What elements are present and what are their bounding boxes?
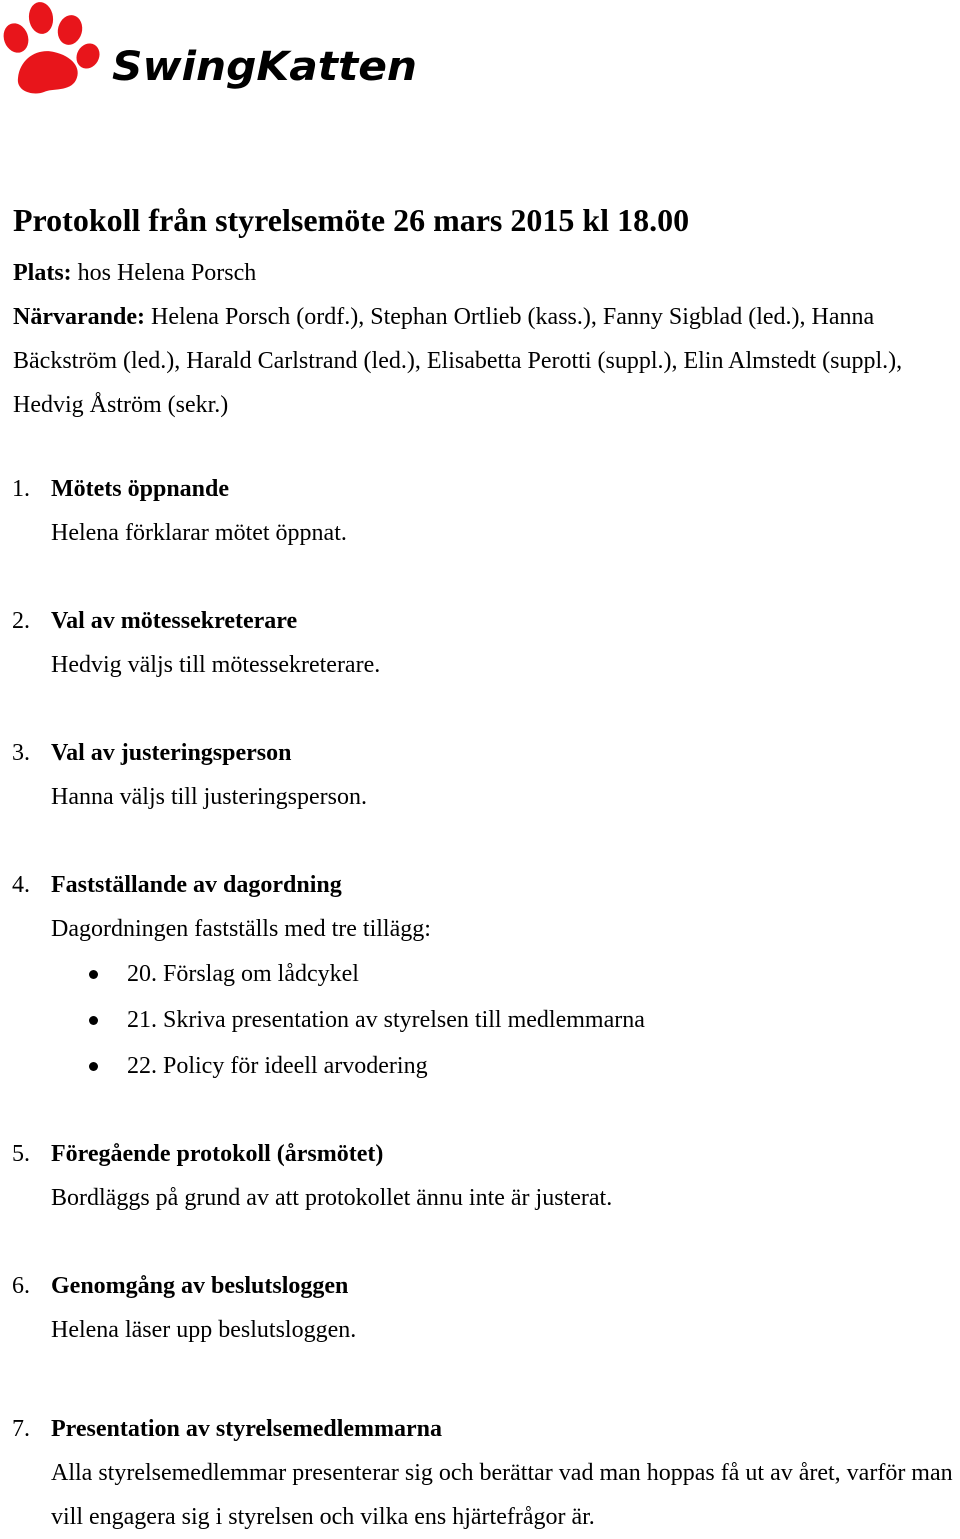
agenda-item-heading: Val av mötessekreterare <box>51 608 298 634</box>
agenda-item-body: Alla styrelsemedlemmar presenterar sig och berättar vad man hoppas få ut av året, varför man vill engagera sig i styrelsen och vilka ens hjärtefrågor är. <box>51 1460 953 1530</box>
agenda-item-number: 4. <box>12 872 30 898</box>
agenda-item-body: Helena förklarar mötet öppnat. <box>51 520 347 546</box>
attendees-label: Närvarande: <box>13 304 145 330</box>
list-item <box>0 997 960 1043</box>
agenda-item-number: 1. <box>12 476 30 502</box>
agenda-item-number: 2. <box>12 608 30 634</box>
meeting-place <box>13 251 256 295</box>
bullet-icon <box>89 1016 98 1025</box>
place-value: hos Helena Porsch <box>71 260 257 286</box>
list-item-text: 22. Policy för ideell arvodering <box>127 1053 428 1079</box>
list-item <box>0 1043 960 1089</box>
bullet-icon <box>89 1062 98 1071</box>
logo-wordmark: SwingKatten <box>112 44 417 90</box>
bullet-icon <box>89 970 98 979</box>
agenda-item-heading: Presentation av styrelsemedlemmarna <box>51 1416 443 1442</box>
paw-icon <box>0 0 104 93</box>
agenda-additions-list <box>0 951 960 1089</box>
agenda-item-body: Hedvig väljs till mötessekreterare. <box>51 652 381 678</box>
agenda-item-heading: Föregående protokoll (årsmötet) <box>51 1141 384 1167</box>
list-item-text: 20. Förslag om lådcykel <box>127 961 359 987</box>
agenda-item-heading: Val av justeringsperson <box>51 740 292 766</box>
attendees-value: Helena Porsch (ordf.), Stephan Ortlieb (kass.), Fanny Sigblad (led.), Hanna Bäckström (led.), Harald Carlstrand (led.), Elisabetta Perotti (suppl.), Elin Almstedt (suppl.), Hedvig Åström (sekr.) <box>13 304 903 418</box>
list-item-text: 21. Skriva presentation av styrelsen till medlemmarna <box>127 1007 645 1033</box>
agenda-item-heading: Genomgång av beslutsloggen <box>51 1273 349 1299</box>
agenda-item-heading: Fastställande av dagordning <box>51 872 342 898</box>
agenda-item-body: Hanna väljs till justeringsperson. <box>51 784 367 810</box>
attendees <box>13 295 958 427</box>
agenda-item-body: Dagordningen fastställs med tre tillägg: <box>51 916 431 942</box>
agenda-item-number: 5. <box>12 1141 30 1167</box>
agenda-item-number: 6. <box>12 1273 30 1299</box>
agenda-item-number: 7. <box>12 1416 30 1442</box>
agenda-item-body: Helena läser upp beslutsloggen. <box>51 1317 357 1343</box>
document-title: Protokoll från styrelsemöte 26 mars 2015 kl 18.00 <box>13 202 690 238</box>
swingkatten-logo-graphic <box>0 0 430 100</box>
list-item <box>0 951 960 997</box>
agenda-item-body: Bordläggs på grund av att protokollet ännu inte är justerat. <box>51 1185 613 1211</box>
swingkatten-logo <box>0 0 430 100</box>
place-label: Plats: <box>13 260 72 286</box>
agenda-item-number: 3. <box>12 740 30 766</box>
agenda-item-heading: Mötets öppnande <box>51 476 230 502</box>
